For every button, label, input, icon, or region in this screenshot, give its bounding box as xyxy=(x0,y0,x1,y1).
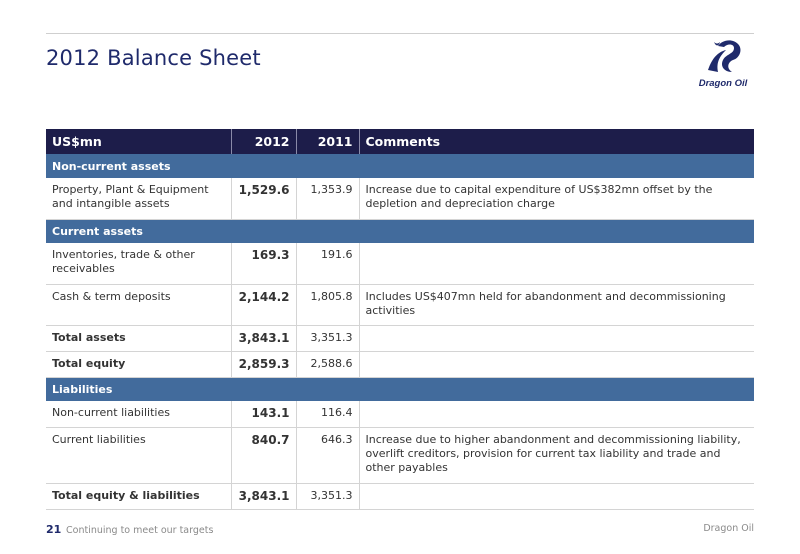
row-item: Current liabilities xyxy=(46,427,231,483)
table-row xyxy=(46,178,754,219)
row-comment: Increase due to capital expenditure of US$382mn offset by the depletion and depreciation charge xyxy=(359,178,754,219)
table-row xyxy=(46,483,754,509)
section-row xyxy=(46,154,754,178)
table-row xyxy=(46,284,754,325)
value-2011: 646.3 xyxy=(296,427,359,483)
footer-tagline: Continuing to meet our targets xyxy=(66,525,214,536)
header-2011: 2011 xyxy=(296,129,359,154)
row-item: Total assets xyxy=(46,325,231,351)
row-comment xyxy=(359,483,754,509)
value-2012: 3,843.1 xyxy=(231,325,296,351)
row-item: Inventories, trade & other receivables xyxy=(46,243,231,284)
row-item: Total equity & liabilities xyxy=(46,483,231,509)
section-row xyxy=(46,219,754,243)
row-comment xyxy=(359,401,754,427)
row-comment xyxy=(359,243,754,284)
value-2012: 2,144.2 xyxy=(231,284,296,325)
dragon-icon xyxy=(688,38,758,78)
value-2012: 169.3 xyxy=(231,243,296,284)
row-comment: Includes US$407mn held for abandonment and decommissioning activities xyxy=(359,284,754,325)
value-2011: 2,588.6 xyxy=(296,351,359,377)
header-comments: Comments xyxy=(365,134,441,149)
footer-brand: Dragon Oil xyxy=(703,523,754,534)
logo-text: Dragon Oil xyxy=(698,78,748,89)
row-comment xyxy=(359,351,754,377)
section-label: Liabilities xyxy=(52,382,113,396)
row-item: Cash & term deposits xyxy=(46,284,231,325)
row-item: Total equity xyxy=(46,351,231,377)
balance-sheet-table xyxy=(46,129,754,510)
section-label: Current assets xyxy=(52,224,143,238)
row-comment: Increase due to higher abandonment and decommissioning liability, overlift creditors, provision for current tax liability and trade and other payables xyxy=(359,427,754,483)
value-2011: 1,353.9 xyxy=(296,178,359,219)
table-row xyxy=(46,351,754,377)
value-2012: 1,529.6 xyxy=(231,178,296,219)
table-row xyxy=(46,427,754,483)
page-title: 2012 Balance Sheet xyxy=(46,46,261,70)
value-2011: 1,805.8 xyxy=(296,284,359,325)
value-2011: 116.4 xyxy=(296,401,359,427)
value-2011: 3,351.3 xyxy=(296,325,359,351)
table-row xyxy=(46,401,754,427)
value-2011: 191.6 xyxy=(296,243,359,284)
table-row xyxy=(46,325,754,351)
row-comment xyxy=(359,325,754,351)
value-2012: 840.7 xyxy=(231,427,296,483)
table-header-row xyxy=(46,129,754,154)
section-label: Non-current assets xyxy=(52,159,171,173)
dragon-oil-logo xyxy=(688,38,758,94)
table-row xyxy=(46,243,754,284)
header-item: US$mn xyxy=(46,129,231,154)
value-2012: 3,843.1 xyxy=(231,483,296,509)
row-item: Non-current liabilities xyxy=(46,401,231,427)
page-number: 21 xyxy=(46,523,62,536)
row-item: Property, Plant & Equipment and intangible assets xyxy=(46,178,231,219)
top-divider xyxy=(46,33,754,34)
value-2011: 3,351.3 xyxy=(296,483,359,509)
section-row xyxy=(46,377,754,401)
header-2012: 2012 xyxy=(231,129,296,154)
value-2012: 2,859.3 xyxy=(231,351,296,377)
value-2012: 143.1 xyxy=(231,401,296,427)
